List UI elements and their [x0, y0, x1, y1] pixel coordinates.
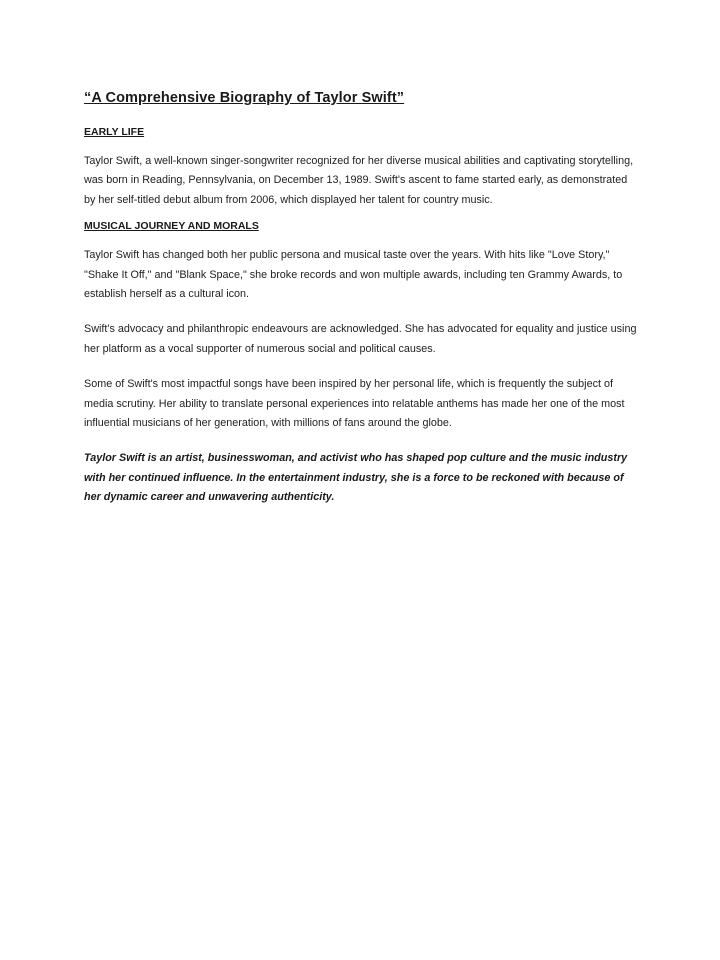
closing-statement: Taylor Swift is an artist, businesswoman, and activist who has shaped pop culture and the music industry with her continued influence. In the entertainment industry, she is a force to be reckoned with because of her dynamic career and unwavering authenticity. — [84, 452, 628, 504]
document-title: “A Comprehensive Biography of Taylor Swift” — [84, 90, 405, 106]
section-heading-musical-journey: MUSICAL JOURNEY AND MORALS — [84, 220, 259, 233]
paragraph-musical-journey-2: Swift's advocacy and philanthropic endeavours are acknowledged. She has advocated for equality and justice using her platform as a vocal supporter of numerous social and political causes. — [84, 323, 637, 355]
paragraph-early-life: Taylor Swift, a well-known singer-songwriter recognized for her diverse musical abilities and captivating storytelling, was born in Reading, Pennsylvania, on December 13, 1989. Swift's ascent to fame started early, as demonstrated by her self-titled debut album from 2006, which displayed her talent for country music. — [84, 155, 634, 206]
paragraph-musical-journey-1: Taylor Swift has changed both her public persona and musical taste over the years. With hits like "Love Story," "Shake It Off," and "Blank Space," she broke records and won multiple awards, including ten Grammy Awards, to establish herself as a cultural icon. — [84, 249, 623, 301]
section-musical-journey — [84, 220, 640, 433]
paragraph-musical-journey-3: Some of Swift's most impactful songs have been inspired by her personal life, which is frequently the subject of media scrutiny. Her ability to translate personal experiences into relatable anthems has made her one of the most influential musicians of her generation, with millions of fans around the globe. — [84, 378, 625, 430]
section-early-life — [84, 126, 640, 210]
section-heading-early-life: EARLY LIFE — [84, 126, 145, 138]
